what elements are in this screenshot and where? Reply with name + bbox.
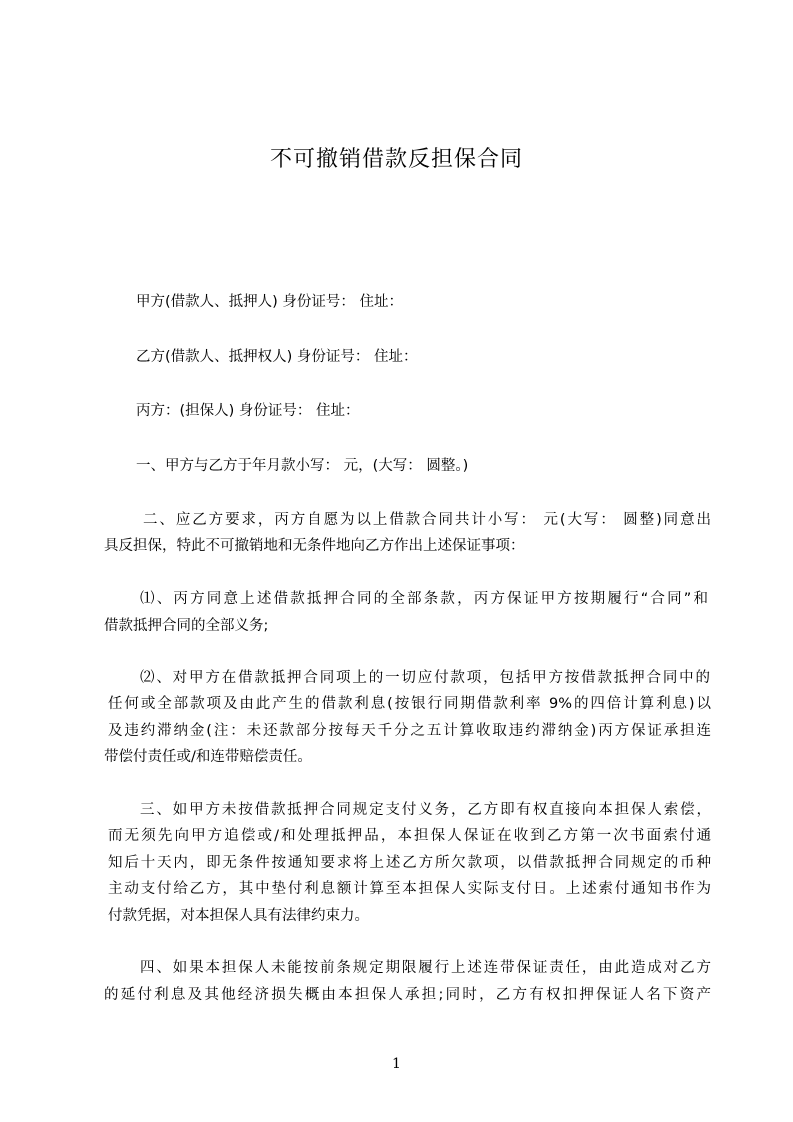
clause-3-line: 付款凭据，对本担保人具有法律约束力。 bbox=[108, 908, 369, 924]
party-a-line: 甲方(借款人、抵押人) 身份证号： 住址： bbox=[136, 294, 404, 310]
clause-3-line: 而无须先向甲方追偿或/和处理抵押品，本担保人保证在收到乙方第一次书面索付通 bbox=[108, 828, 711, 844]
clause-3-line: 知后十天内，即无条件按通知要求将上述乙方所欠款项，以借款抵押合同规定的币种 bbox=[108, 855, 711, 871]
page-number: 1 bbox=[392, 1056, 401, 1072]
party-c-line: 丙方：(担保人) 身份证号： 住址： bbox=[136, 403, 360, 419]
clause-2-2-line: 及违约滞纳金(注：未还款部分按每天千分之五计算收取违约滞纳金)丙方保证承担连 bbox=[108, 723, 711, 739]
clause-4-line: 的延付利息及其他经济损失概由本担保人承担;同时，乙方有权扣押保证人名下资产 bbox=[104, 987, 711, 1003]
clause-2-line: 具反担保，特此不可撤销地和无条件地向乙方作出上述保证事项： bbox=[104, 538, 525, 554]
page-title: 不可撤销借款反担保合同 bbox=[269, 147, 523, 172]
party-b-line: 乙方(借款人、抵押权人) 身份证号： 住址： bbox=[136, 349, 418, 365]
clause-2-2-line: 带偿付责任或/和连带赔偿责任。 bbox=[104, 749, 312, 765]
clause-3-line: 三、如甲方未按借款抵押合同规定支付义务，乙方即有权直接向本担保人索偿， bbox=[140, 802, 711, 818]
clause-2-1-line: 借款抵押合同的全部义务; bbox=[104, 618, 269, 634]
clause-2-line: 二、应乙方要求，丙方自愿为以上借款合同共计小写： 元(大写： 圆整)同意出 bbox=[143, 512, 711, 528]
clause-3-line: 主动支付给乙方，其中垫付利息额计算至本担保人实际支付日。上述索付通知书作为 bbox=[108, 881, 711, 897]
clause-2-1-line: ⑴、丙方同意上述借款抵押合同的全部条款，丙方保证甲方按期履行“合同”和 bbox=[140, 591, 708, 607]
clause-4-line: 四、如果本担保人未能按前条规定期限履行上述连带保证责任，由此造成对乙方 bbox=[140, 960, 711, 976]
clause-2-2-line: ⑵、对甲方在借款抵押合同项上的一切应付款项，包括甲方按借款抵押合同中的 bbox=[140, 670, 710, 686]
clause-1-line: 一、甲方与乙方于年月款小写： 元，(大写： 圆整。) bbox=[136, 458, 469, 474]
clause-2-2-line: 任何或全部款项及由此产生的借款利息(按银行同期借款利率 9%的四倍计算利息)以 bbox=[108, 696, 711, 712]
